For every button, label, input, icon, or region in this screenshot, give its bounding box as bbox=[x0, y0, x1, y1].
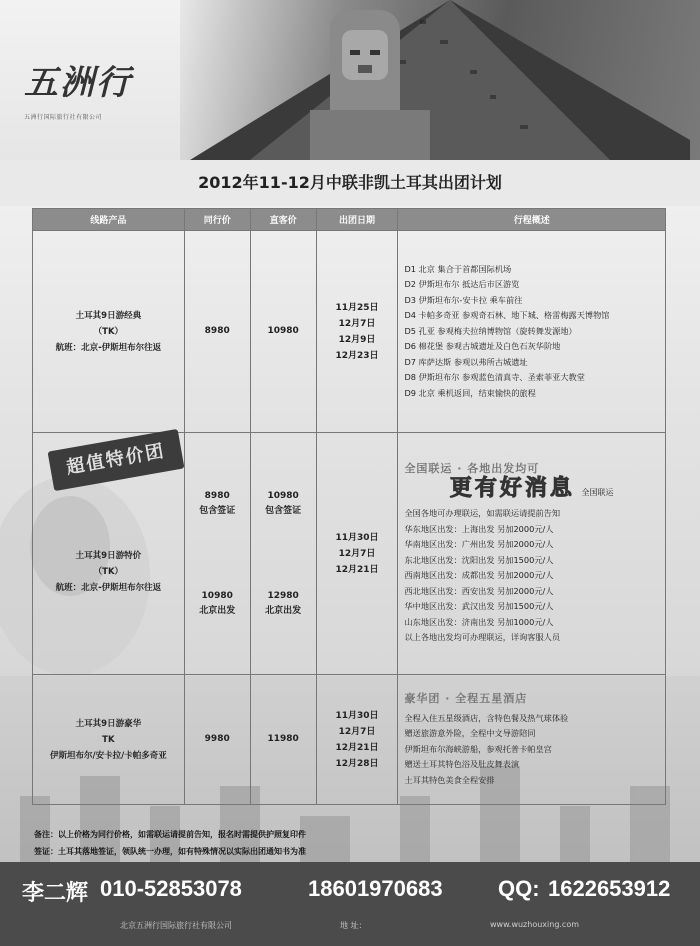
table-header-row bbox=[33, 209, 666, 231]
contact-name: 李二辉 bbox=[22, 880, 89, 905]
promo-detail: 华中地区出发：武汉出发 另加1500元/人 bbox=[404, 601, 554, 612]
itinerary-day: D8 伊斯坦布尔 参观蓝色清真寺、圣索菲亚大教堂 bbox=[404, 372, 585, 383]
price-value: 10980 bbox=[201, 590, 233, 601]
route-flight: 航班：北京-伊斯坦布尔往返 bbox=[55, 342, 162, 353]
itinerary-day: D1 北京 集合于首都国际机场 bbox=[404, 263, 512, 274]
pyramid-sphinx-image bbox=[190, 0, 690, 160]
date-item: 12月7日 bbox=[338, 726, 376, 737]
col-header-route: 线路产品 bbox=[33, 209, 185, 231]
promo-detail: 山东地区出发：济南出发 另加1000元/人 bbox=[404, 616, 554, 627]
notes-section bbox=[34, 826, 674, 860]
special-offer-stamp: 超值特价团 bbox=[48, 429, 185, 491]
promo-small-text: 全国联运 bbox=[581, 487, 614, 497]
date-item: 12月21日 bbox=[335, 742, 379, 753]
peer-price-cell bbox=[184, 433, 250, 675]
dates-cell bbox=[316, 433, 398, 675]
date-item: 12月23日 bbox=[335, 350, 379, 361]
promo-detail: 西北地区出发：西安出发 另加2000元/人 bbox=[404, 585, 554, 596]
promo-detail: 华东地区出发：上海出发 另加2000元/人 bbox=[404, 523, 554, 534]
company-name: 北京五洲行国际旅行社有限公司 bbox=[120, 921, 232, 930]
date-item: 12月7日 bbox=[338, 548, 376, 559]
route-airline: （TK） bbox=[93, 326, 124, 337]
itinerary-day: D3 伊斯坦布尔-安卡拉 乘车前往 bbox=[404, 294, 523, 305]
contact-sub-row bbox=[0, 920, 700, 940]
route-flight: 航班：北京-伊斯坦布尔往返 bbox=[55, 582, 162, 593]
route-airline: （TK） bbox=[93, 566, 124, 577]
contact-phone[interactable]: 010-52853078 bbox=[100, 876, 242, 901]
promo-detail: 伊斯坦布尔海峡游船，参观托普卡帕皇宫 bbox=[404, 743, 552, 754]
peer-price-cell: 8980 bbox=[184, 231, 250, 433]
promo-cell bbox=[398, 675, 666, 805]
website-link[interactable]: www.wuzhouxing.com bbox=[490, 920, 580, 929]
route-flight: 伊斯坦布尔/安卡拉/卡帕多奇亚 bbox=[50, 750, 167, 761]
date-item: 12月9日 bbox=[338, 334, 376, 345]
route-name: 土耳其9日游特价 bbox=[75, 550, 142, 561]
date-item: 11月30日 bbox=[335, 532, 379, 543]
contact-qq[interactable]: 1622653912 bbox=[548, 876, 671, 901]
itinerary-day: D6 棉花堡 参观古城遗址及白色石灰华阶地 bbox=[404, 341, 561, 352]
date-item: 12月7日 bbox=[338, 318, 376, 329]
col-header-peer-price: 同行价 bbox=[184, 209, 250, 231]
price-note: 北京出发 bbox=[199, 605, 236, 616]
promo-detail: 赠送土耳其特色浴及肚皮舞表演 bbox=[404, 759, 520, 769]
price-note: 北京出发 bbox=[265, 605, 302, 616]
header-banner bbox=[0, 0, 700, 160]
promo-detail: 全国各地可办理联运，如需联运请提前告知 bbox=[404, 508, 561, 519]
price-note: 包含签证 bbox=[199, 505, 236, 516]
date-item: 11月30日 bbox=[335, 710, 379, 721]
contact-main-row bbox=[0, 876, 700, 906]
retail-price-cell: 11980 bbox=[250, 675, 316, 805]
promo-detail: 全程入住五星级酒店，含特色餐及热气球体验 bbox=[404, 712, 569, 723]
itinerary-day: D4 卡帕多奇亚 参观奇石林、地下城、格雷梅露天博物馆 bbox=[404, 310, 610, 321]
page-title: 2012年11-12月中联非凯土耳其出团计划 bbox=[198, 173, 502, 192]
date-item: 12月21日 bbox=[335, 564, 379, 575]
itinerary-day: D9 北京 乘机返回，结束愉快的旅程 bbox=[404, 387, 536, 398]
price-note: 包含签证 bbox=[265, 505, 302, 516]
peer-price-cell: 9980 bbox=[184, 675, 250, 805]
col-header-retail-price: 直客价 bbox=[250, 209, 316, 231]
date-item: 11月25日 bbox=[335, 302, 379, 313]
route-airline: TK bbox=[102, 734, 115, 745]
title-bar bbox=[0, 160, 700, 206]
date-item: 12月28日 bbox=[335, 758, 379, 769]
promo-detail: 东北地区出发：沈阳出发 另加1500元/人 bbox=[404, 554, 554, 565]
route-cell bbox=[33, 675, 185, 805]
price-value: 12980 bbox=[267, 590, 299, 601]
itinerary-cell bbox=[398, 231, 666, 433]
route-cell bbox=[33, 231, 185, 433]
contact-footer bbox=[0, 862, 700, 946]
promo-heading: 全国联运 · 各地出发均可 bbox=[404, 462, 540, 476]
logo-subtitle: 五洲行国际旅行社有限公司 bbox=[24, 114, 103, 121]
itinerary-day: D5 孔亚 参观梅夫拉纳博物馆（旋转舞发源地） bbox=[404, 325, 577, 336]
promo-big-text: 更有好消息 bbox=[449, 474, 575, 501]
itinerary-day: D2 伊斯坦布尔 抵达后市区游览 bbox=[404, 279, 520, 290]
route-name: 土耳其9日游豪华 bbox=[75, 718, 142, 729]
qq-label: QQ: bbox=[498, 876, 540, 901]
col-header-dates: 出团日期 bbox=[316, 209, 398, 231]
tour-plan-table bbox=[32, 208, 666, 805]
table-row bbox=[33, 675, 666, 805]
company-logo bbox=[24, 55, 184, 135]
contact-mobile[interactable]: 18601970683 bbox=[308, 876, 443, 901]
price-value: 10980 bbox=[267, 490, 299, 501]
note-line: 签证：土耳其落地签证，领队统一办理，如有特殊情况以实际出团通知书为准 bbox=[34, 847, 306, 856]
promo-detail: 以上各地出发均可办理联运，详询客服人员 bbox=[404, 632, 561, 643]
dates-cell bbox=[316, 675, 398, 805]
col-header-itinerary: 行程概述 bbox=[398, 209, 666, 231]
promo-cell bbox=[398, 433, 666, 675]
table-row bbox=[33, 231, 666, 433]
retail-price-cell: 10980 bbox=[250, 231, 316, 433]
dates-cell bbox=[316, 231, 398, 433]
logo-text: 五洲行 bbox=[24, 63, 132, 103]
note-line: 备注：以上价格为同行价格，如需联运请提前告知，报名时需提供护照复印件 bbox=[34, 830, 306, 839]
route-name: 土耳其9日游经典 bbox=[75, 310, 142, 321]
retail-price-cell bbox=[250, 433, 316, 675]
promo-detail: 西南地区出发：成都出发 另加2000元/人 bbox=[404, 570, 554, 581]
address-label: 地 址： bbox=[340, 921, 367, 930]
promo-detail: 土耳其特色美食全程安排 bbox=[404, 774, 495, 785]
promo-heading: 豪华团 · 全程五星酒店 bbox=[404, 692, 528, 705]
price-value: 8980 bbox=[204, 490, 230, 501]
promo-detail: 华南地区出发：广州出发 另加2000元/人 bbox=[404, 539, 554, 550]
promo-detail: 赠送旅游意外险，全程中文导游陪同 bbox=[404, 728, 536, 738]
itinerary-day: D7 库萨达斯 参观以弗所古城遗址 bbox=[404, 356, 528, 367]
